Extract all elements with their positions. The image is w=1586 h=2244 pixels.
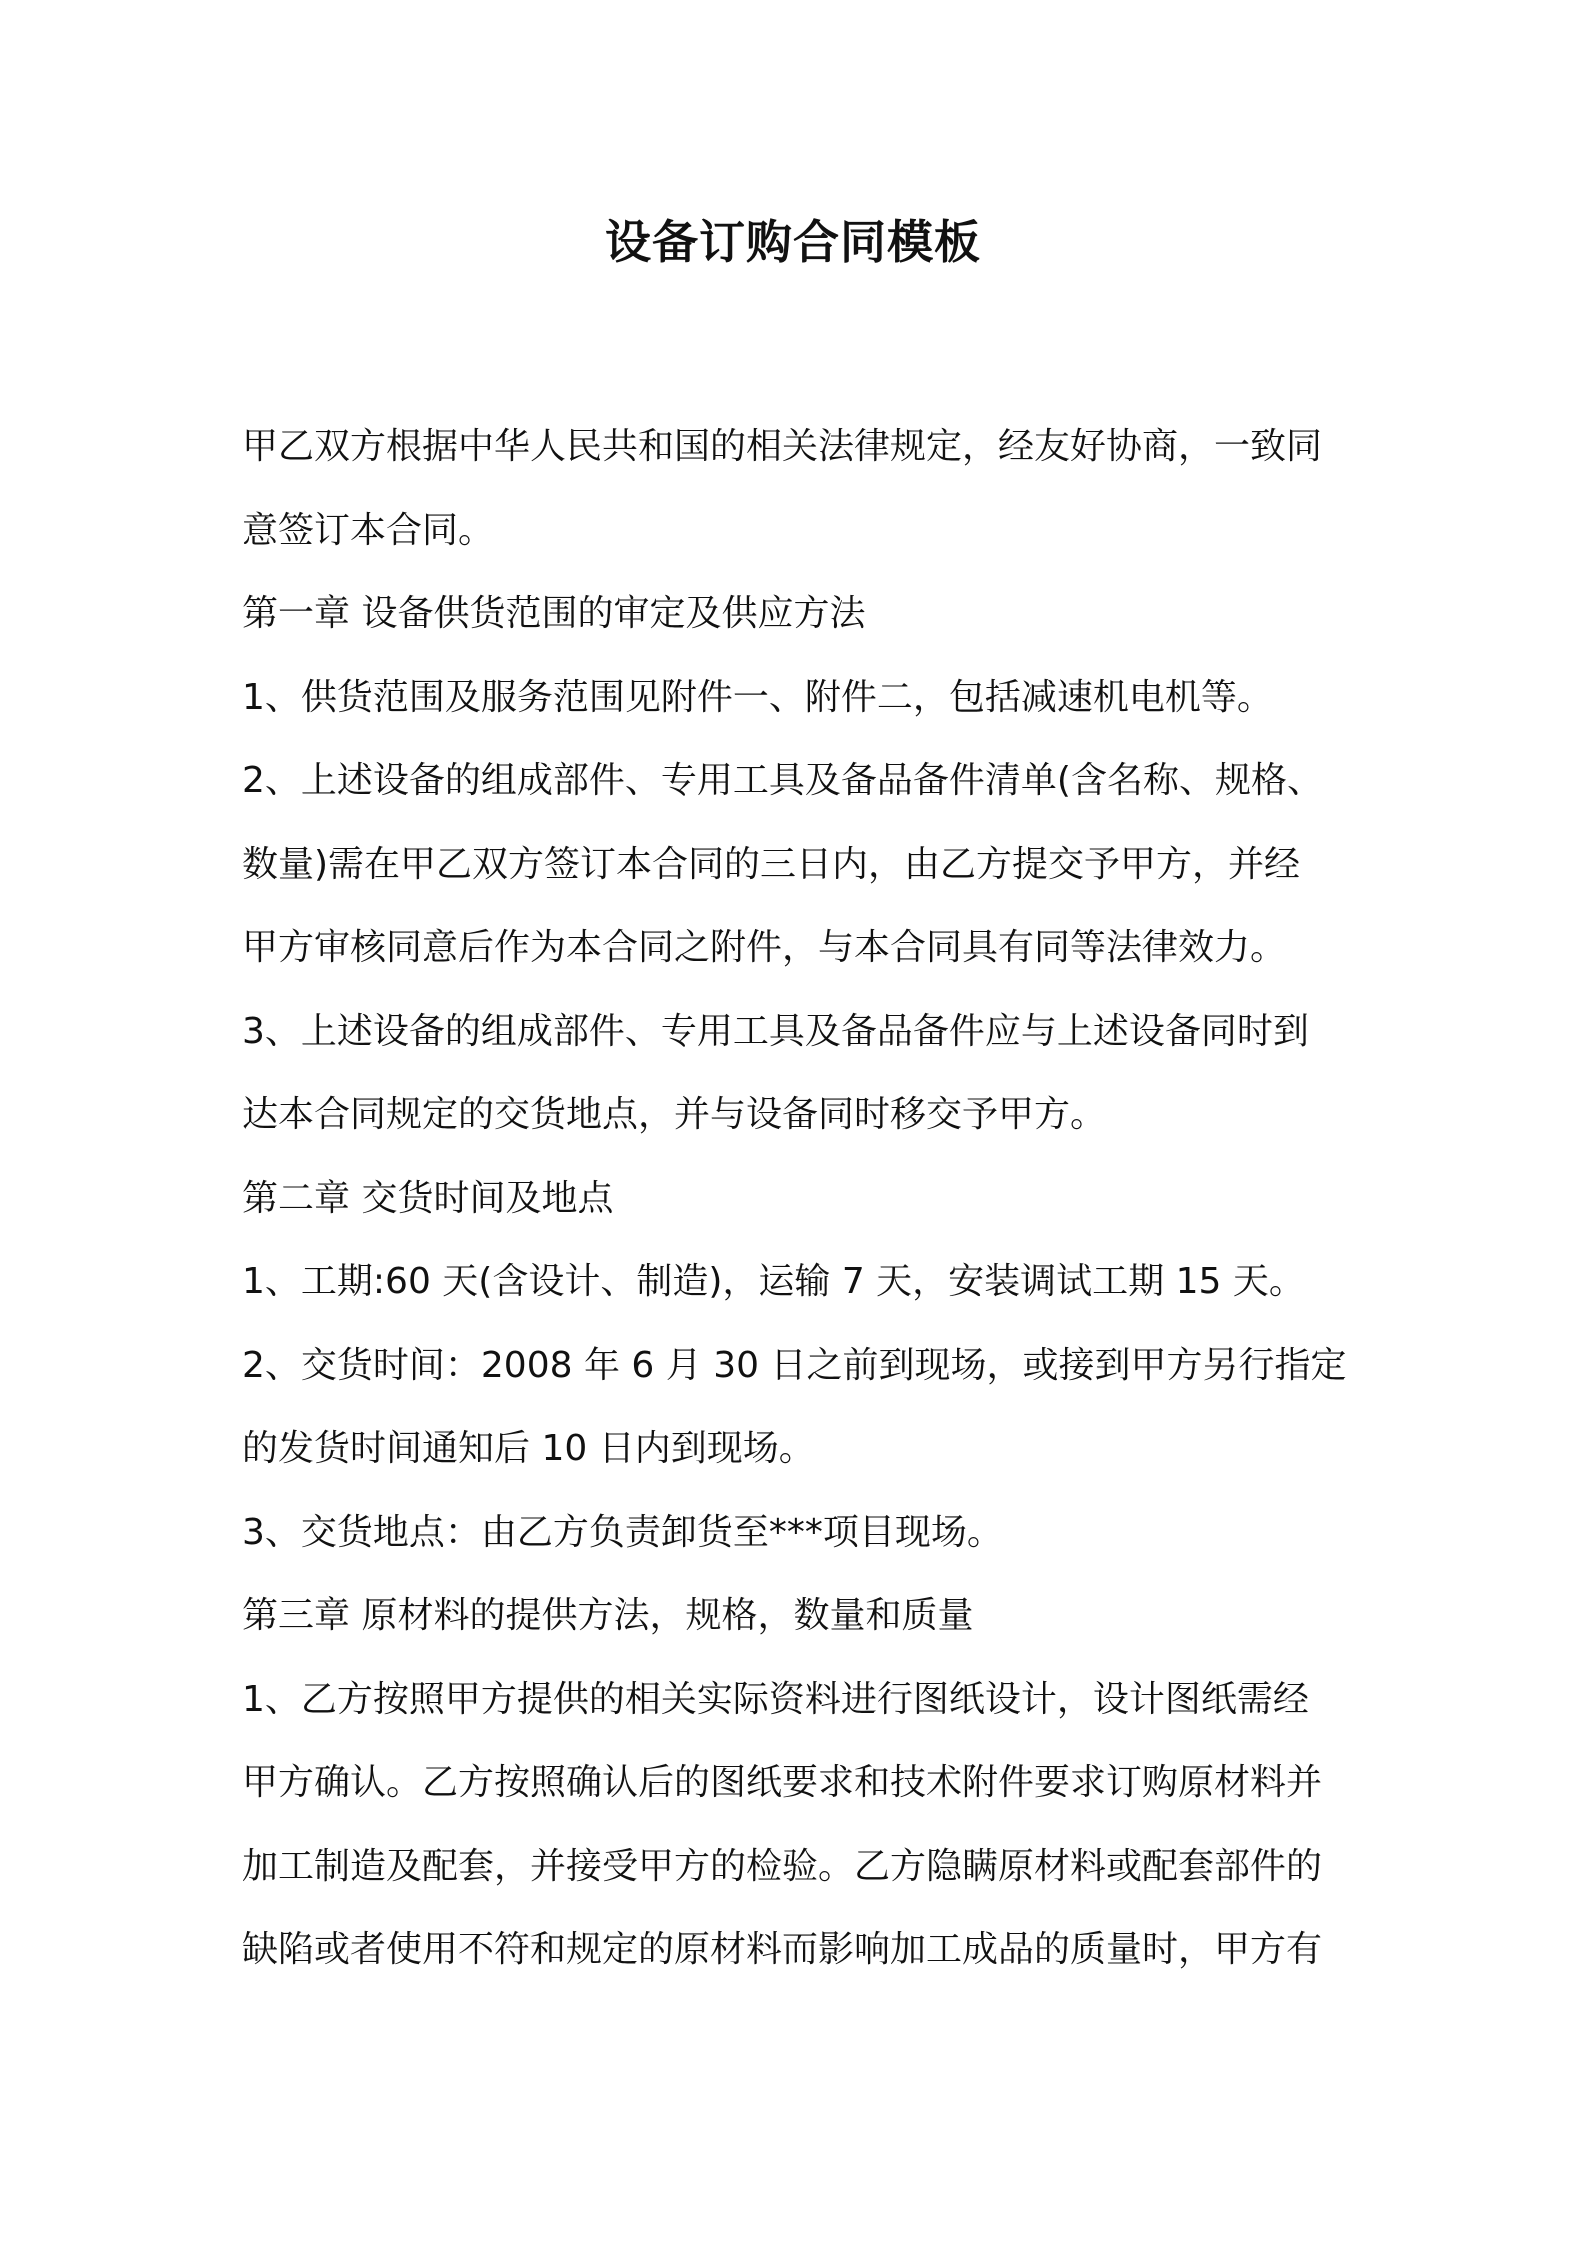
chapter-heading: 第三章 原材料的提供方法，规格，数量和质量 <box>242 1595 974 1636</box>
text-line: 缺陷或者使用不符和规定的原材料而影响加工成品的质量时，甲方有 <box>242 1929 1323 1970</box>
text-line: 甲方确认。乙方按照确认后的图纸要求和技术附件要求订购原材料并 <box>242 1762 1323 1803</box>
text-line: 1、乙方按照甲方提供的相关实际资料进行图纸设计，设计图纸需经 <box>242 1678 1309 1720</box>
text-line: 达本合同规定的交货地点，并与设备同时移交予甲方。 <box>242 1094 1107 1135</box>
text-line: 3、交货地点：由乙方负责卸货至***项目现场。 <box>242 1511 1003 1553</box>
text-line: 加工制造及配套，并接受甲方的检验。乙方隐瞒原材料或配套部件的 <box>242 1845 1323 1887</box>
document-title: 设备订购合同模板 <box>605 215 981 269</box>
chapter-heading: 第一章 设备供货范围的审定及供应方法 <box>242 593 866 634</box>
text-line: 意签订本合同。 <box>242 509 495 551</box>
text-line: 2、上述设备的组成部件、专用工具及备品备件清单(含名称、规格、 <box>242 760 1323 801</box>
text-line: 1、工期:60 天(含设计、制造)，运输 7 天，安装调试工期 15 天。 <box>242 1261 1305 1302</box>
text-line: 1、供货范围及服务范围见附件一、附件二，包括减速机电机等。 <box>242 676 1273 718</box>
document-body <box>242 405 1362 1992</box>
text-line: 数量)需在甲乙双方签订本合同的三日内，由乙方提交予甲方，并经 <box>242 843 1301 885</box>
chapter-heading: 第二章 交货时间及地点 <box>242 1177 614 1219</box>
text-line: 甲方审核同意后作为本合同之附件，与本合同具有同等法律效力。 <box>242 927 1287 968</box>
text-line: 3、上述设备的组成部件、专用工具及备品备件应与上述设备同时到 <box>242 1010 1309 1052</box>
text-line: 2、交货时间：2008 年 6 月 30 日之前到现场，或接到甲方另行指定 <box>242 1344 1347 1386</box>
text-line: 的发货时间通知后 10 日内到现场。 <box>242 1428 815 1469</box>
text-line: 甲乙双方根据中华人民共和国的相关法律规定，经友好协商，一致同 <box>242 426 1323 467</box>
